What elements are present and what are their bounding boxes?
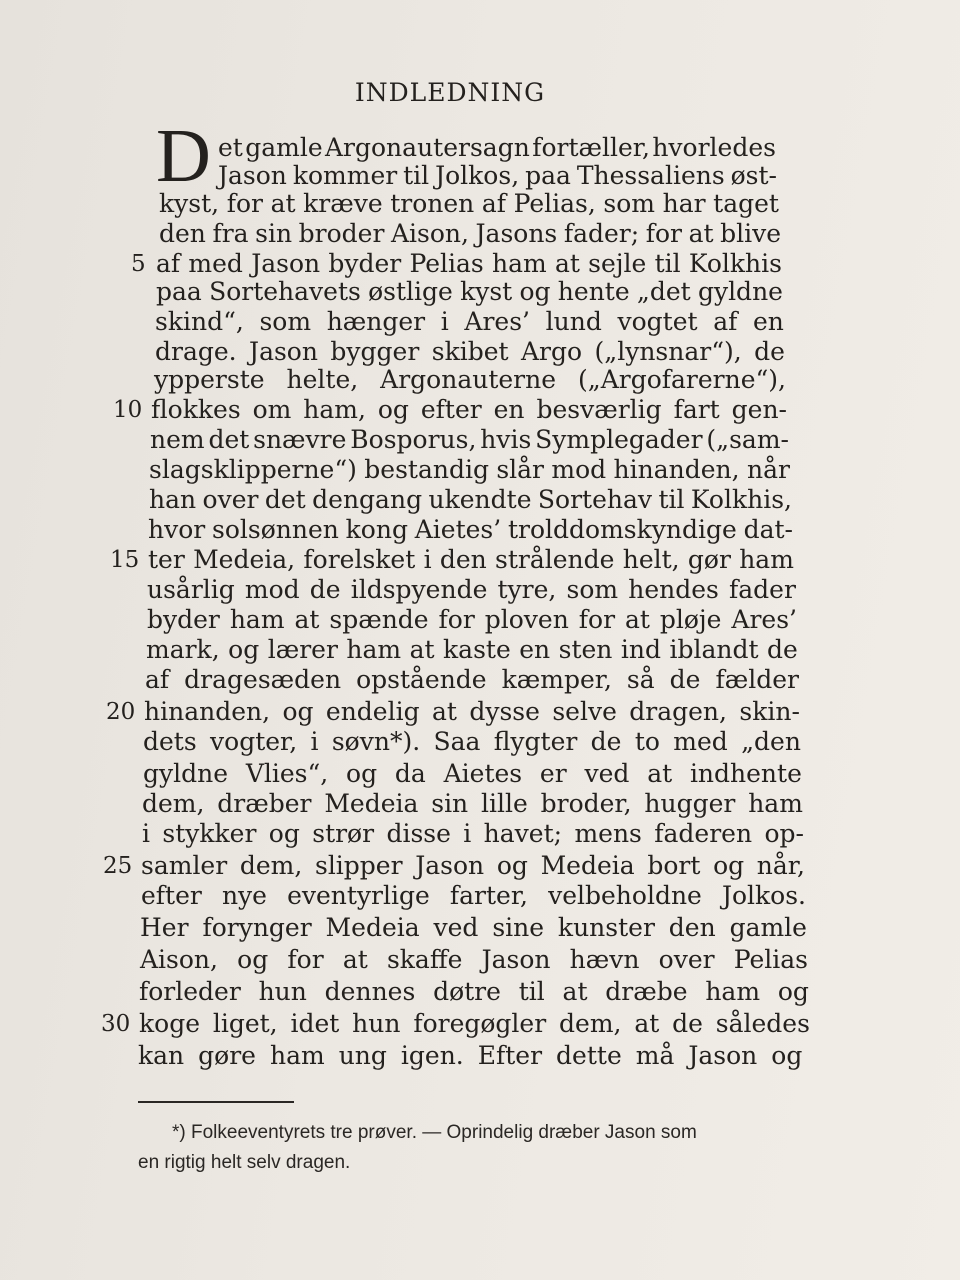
word: Ares’ xyxy=(731,605,797,634)
word: besværlig xyxy=(536,395,662,424)
word: den xyxy=(439,545,487,574)
text-line xyxy=(154,364,786,396)
word: når xyxy=(746,455,790,484)
word: endelig xyxy=(325,697,420,726)
word: eventyrlige xyxy=(287,881,430,910)
word: af xyxy=(145,665,170,694)
word: ham xyxy=(491,249,547,278)
word: mod xyxy=(244,575,300,604)
word: hendes xyxy=(628,575,719,604)
word: paa xyxy=(156,277,202,306)
word: af xyxy=(156,249,181,278)
word: og xyxy=(346,759,378,788)
word: at xyxy=(562,977,588,1006)
word: fortæller, xyxy=(532,133,650,162)
word: et xyxy=(218,133,243,162)
word: gamle xyxy=(729,913,807,942)
word: at xyxy=(432,697,457,726)
word: Pelias, xyxy=(513,189,596,218)
word: („lynsnar“), xyxy=(594,337,742,366)
word: dragesæden xyxy=(184,665,342,694)
word: bygger xyxy=(330,337,420,366)
text-line xyxy=(139,976,809,1008)
text-line xyxy=(146,634,798,666)
word: („sam- xyxy=(706,425,789,454)
word: Medeia, xyxy=(193,545,296,574)
word: liget, xyxy=(212,1009,278,1038)
word: således xyxy=(715,1009,810,1038)
text-line xyxy=(159,188,779,220)
word: at xyxy=(688,219,714,248)
word: fælder xyxy=(715,665,799,694)
text-line xyxy=(159,218,781,250)
word: for xyxy=(287,945,324,974)
word: hvis xyxy=(480,425,532,454)
word: i xyxy=(440,307,449,336)
word: hvor xyxy=(148,515,206,544)
text-line xyxy=(149,484,792,516)
word: samler xyxy=(141,851,228,880)
word: og xyxy=(519,277,551,306)
word: og xyxy=(282,697,314,726)
word: for xyxy=(645,219,682,248)
drop-cap: D xyxy=(156,114,211,198)
word: dræber xyxy=(217,789,312,818)
word: paa xyxy=(525,161,571,190)
word: to xyxy=(634,727,660,756)
word: bestandig xyxy=(364,455,489,484)
word: helt, xyxy=(622,545,680,574)
word: da xyxy=(394,759,426,788)
word: idet xyxy=(290,1009,340,1038)
word: Jason xyxy=(249,337,318,366)
word: dets xyxy=(143,727,197,756)
word: de xyxy=(767,635,798,664)
word: og xyxy=(377,395,409,424)
word: det xyxy=(264,485,306,514)
line-number: 30 xyxy=(101,1011,131,1037)
word: ham, xyxy=(303,395,366,424)
word: og xyxy=(228,635,260,664)
word: Pelias xyxy=(733,945,808,974)
word: må xyxy=(635,1041,675,1070)
text-line xyxy=(140,912,807,944)
word: og xyxy=(713,851,745,880)
text-line xyxy=(141,880,806,912)
word: efter xyxy=(141,881,202,910)
word: dem, xyxy=(239,851,303,880)
text-line xyxy=(156,276,783,308)
word: ypperste xyxy=(154,365,265,394)
footnote xyxy=(138,1118,818,1178)
word: kunster xyxy=(557,913,655,942)
word: Saa xyxy=(433,727,481,756)
word: kæmper, xyxy=(501,665,612,694)
word: dengang xyxy=(312,485,423,514)
word: flygter xyxy=(493,727,578,756)
text-line xyxy=(140,944,808,976)
word: kræve xyxy=(303,189,383,218)
text-line xyxy=(150,424,789,456)
word: sejle xyxy=(588,249,647,278)
word: gyldne xyxy=(143,759,229,788)
footnote-line-1: *) Folkeeventyrets tre prøver. — Oprindelig dræber Jason som xyxy=(172,1122,697,1143)
word: velbeholdne xyxy=(548,881,702,910)
word: som xyxy=(259,307,312,336)
word: døtre xyxy=(433,977,501,1006)
word: broder, xyxy=(540,789,632,818)
text-line xyxy=(155,306,784,338)
word: øst- xyxy=(730,161,777,190)
word: dem, xyxy=(559,1009,622,1038)
word: flokkes xyxy=(151,395,241,424)
word: hinanden, xyxy=(144,697,271,726)
word: igen. xyxy=(400,1041,464,1070)
word: indhente xyxy=(689,759,802,788)
word: gøre xyxy=(198,1041,256,1070)
word: Medeia xyxy=(540,851,635,880)
word: („Argofarerne“), xyxy=(578,365,786,394)
word: ter xyxy=(148,545,185,574)
word: en xyxy=(519,635,551,664)
word: for xyxy=(438,605,475,634)
word: ved xyxy=(433,913,479,942)
word: disse xyxy=(386,819,451,848)
word: han xyxy=(149,485,197,514)
word: dennes xyxy=(324,977,416,1006)
word: kaste xyxy=(443,635,511,664)
word: slipper xyxy=(314,851,403,880)
word: med xyxy=(188,249,243,278)
word: ham xyxy=(346,635,402,664)
word: de xyxy=(309,575,341,604)
line-number: 25 xyxy=(103,853,133,879)
word: at xyxy=(624,605,650,634)
word: Kolkhis xyxy=(688,249,782,278)
word: gen- xyxy=(731,395,787,424)
text-line xyxy=(149,454,790,486)
word: opstående xyxy=(356,665,487,694)
word: gør xyxy=(687,545,731,574)
word: og xyxy=(268,819,300,848)
word: forynger xyxy=(202,913,312,942)
word: det xyxy=(208,425,250,454)
word: „den xyxy=(741,727,801,756)
word: solsønnen xyxy=(212,515,339,544)
word: og xyxy=(496,851,528,880)
word: Medeia xyxy=(325,913,420,942)
text-line xyxy=(144,696,800,728)
word: Aison, xyxy=(390,219,469,248)
word: stykker xyxy=(162,819,257,848)
word: gyldne xyxy=(697,277,783,306)
word: Jason xyxy=(251,249,321,278)
word: østlige xyxy=(368,277,453,306)
word: at xyxy=(270,189,296,218)
word: af xyxy=(481,189,507,218)
word: ukendte xyxy=(428,485,532,514)
word: spænde xyxy=(329,605,429,634)
word: Pelias xyxy=(409,249,484,278)
word: nye xyxy=(221,881,267,910)
word: ung xyxy=(338,1041,387,1070)
word: søvn*). xyxy=(331,727,421,756)
word: forelsket xyxy=(303,545,416,574)
word: ildspyende xyxy=(350,575,488,604)
word: hævn xyxy=(569,945,640,974)
word: Argonautersagn xyxy=(325,133,530,162)
word: koge xyxy=(139,1009,200,1038)
word: forleder xyxy=(139,977,241,1006)
word: „det xyxy=(636,277,691,306)
word: er xyxy=(539,759,567,788)
word: Jasons xyxy=(475,219,558,248)
text-line xyxy=(147,574,796,606)
word: og xyxy=(237,945,269,974)
word: ham xyxy=(739,545,794,574)
word: Vlies“, xyxy=(245,759,329,788)
word: foregøgler xyxy=(413,1009,547,1038)
word: Argonauterne xyxy=(380,365,557,394)
word: i xyxy=(463,819,472,848)
text-line xyxy=(143,726,801,758)
word: hugger xyxy=(644,789,736,818)
text-line xyxy=(141,850,805,882)
word: lund xyxy=(545,307,602,336)
word: Jason xyxy=(688,1041,758,1070)
word: ham xyxy=(748,789,803,818)
word: til xyxy=(518,977,545,1006)
word: dræbe xyxy=(605,977,688,1006)
word: Efter xyxy=(477,1041,543,1070)
word: usårlig xyxy=(147,575,235,604)
word: Aison, xyxy=(140,945,218,974)
text-line xyxy=(147,604,797,636)
word: hinanden, xyxy=(613,455,740,484)
word: strør xyxy=(312,819,375,848)
word: hun xyxy=(258,977,307,1006)
word: sin xyxy=(431,789,469,818)
word: i xyxy=(423,545,432,574)
text-line xyxy=(148,514,793,546)
word: for xyxy=(578,605,616,634)
word: blive xyxy=(720,219,781,248)
word: Argo xyxy=(521,337,583,366)
text-line xyxy=(142,788,803,820)
word: mens xyxy=(574,819,642,848)
word: en xyxy=(493,395,525,424)
word: når, xyxy=(756,851,805,880)
word: som xyxy=(603,189,655,218)
word: og xyxy=(777,977,809,1006)
word: Jason xyxy=(218,161,287,190)
word: de xyxy=(590,727,622,756)
word: at xyxy=(294,605,320,634)
word: efter xyxy=(420,395,482,424)
word: over xyxy=(202,485,259,514)
word: Bosporus, xyxy=(350,425,477,454)
word: at xyxy=(554,249,580,278)
word: kyst xyxy=(460,277,513,306)
word: fader xyxy=(728,575,796,604)
word: ved xyxy=(584,759,630,788)
word: til xyxy=(654,249,681,278)
word: at xyxy=(409,635,435,664)
word: Sortehav xyxy=(537,485,653,514)
word: slår xyxy=(496,455,545,484)
word: til xyxy=(403,161,430,190)
word: op- xyxy=(764,819,804,848)
word: at xyxy=(634,1009,660,1038)
word: nem xyxy=(150,425,205,454)
word: i xyxy=(142,819,150,848)
word: ham xyxy=(705,977,761,1006)
word: tronen xyxy=(390,189,475,218)
word: Jolkos, xyxy=(435,161,520,190)
word: så xyxy=(626,665,655,694)
word: Thessaliens xyxy=(576,161,725,190)
word: dysse xyxy=(469,697,540,726)
text-line xyxy=(143,758,802,790)
text-line xyxy=(145,664,799,696)
word: og xyxy=(771,1041,803,1070)
word: dragen, xyxy=(629,697,727,726)
text-line xyxy=(142,818,804,850)
word: at xyxy=(342,945,368,974)
word: skin- xyxy=(739,697,800,726)
word: Jason xyxy=(481,945,551,974)
word: mod xyxy=(551,455,607,484)
word: den xyxy=(159,219,206,248)
word: Jason xyxy=(415,851,485,880)
line-number: 5 xyxy=(131,251,146,277)
word: helte, xyxy=(286,365,359,394)
word: strålende xyxy=(495,545,615,574)
word: faderen xyxy=(654,819,753,848)
word: kyst, xyxy=(159,189,220,218)
word: Kolkhis, xyxy=(690,485,792,514)
text-line xyxy=(151,394,787,426)
word: for xyxy=(226,189,263,218)
word: af xyxy=(713,307,738,336)
word: ham xyxy=(229,605,285,634)
word: fra xyxy=(212,219,249,248)
word: byder xyxy=(147,605,220,634)
word: Aietes’ xyxy=(414,515,502,544)
word: ind xyxy=(620,635,662,664)
word: farter, xyxy=(449,881,528,910)
word: kommer xyxy=(292,161,398,190)
word: til xyxy=(658,485,685,514)
word: hvorledes xyxy=(652,133,776,162)
word: som xyxy=(566,575,619,604)
word: hente xyxy=(557,277,630,306)
word: selve xyxy=(552,697,617,726)
word: fader; xyxy=(563,219,640,248)
word: dette xyxy=(556,1041,622,1070)
word: ploven xyxy=(484,605,569,634)
word: sin xyxy=(255,219,293,248)
word: skaffe xyxy=(386,945,463,974)
footnote-line-2: en rigtig helt selv dragen. xyxy=(138,1152,351,1173)
word: slagsklipperne“) xyxy=(149,455,357,484)
word: de xyxy=(672,1009,703,1038)
word: skind“, xyxy=(155,307,244,336)
word: sten xyxy=(558,635,613,664)
word: har xyxy=(662,189,706,218)
word: lille xyxy=(481,789,528,818)
word: sine xyxy=(492,913,545,942)
word: bort xyxy=(647,851,701,880)
word: at xyxy=(647,759,673,788)
word: Her xyxy=(140,913,189,942)
word: Medeia xyxy=(324,789,419,818)
word: pløje xyxy=(659,605,722,634)
word: ham xyxy=(269,1041,325,1070)
word: gamle xyxy=(245,133,323,162)
line-number: 15 xyxy=(110,547,140,573)
word: de xyxy=(669,665,701,694)
footnote-rule xyxy=(138,1101,294,1103)
word: de xyxy=(754,337,785,366)
word: Sortehavets xyxy=(209,277,361,306)
word: over xyxy=(658,945,715,974)
word: hænger xyxy=(326,307,426,336)
word: Aietes xyxy=(443,759,523,788)
word: med xyxy=(673,727,728,756)
text-line xyxy=(139,1008,810,1040)
word: lærer xyxy=(267,635,338,664)
chapter-title: INDLEDNING xyxy=(354,78,546,107)
word: trolddomskyndige xyxy=(508,515,737,544)
word: vogtet xyxy=(617,307,698,336)
word: skibet xyxy=(431,337,509,366)
word: den xyxy=(668,913,716,942)
word: Jolkos. xyxy=(721,881,806,910)
word: taget xyxy=(713,189,779,218)
word: tyre, xyxy=(497,575,557,604)
word: om xyxy=(252,395,292,424)
word: vogter, xyxy=(210,727,298,756)
word: fart xyxy=(673,395,720,424)
word: Symplegader xyxy=(535,425,703,454)
word: Ares’ xyxy=(464,307,530,336)
word: en xyxy=(753,307,784,336)
word: byder xyxy=(328,249,402,278)
word: havet; xyxy=(483,819,563,848)
word: kan xyxy=(138,1041,185,1070)
word: snævre xyxy=(253,425,347,454)
word: i xyxy=(310,727,319,756)
text-line xyxy=(138,1040,816,1072)
word: dem, xyxy=(142,789,205,818)
word: iblandt xyxy=(669,635,759,664)
line-number: 20 xyxy=(106,699,136,725)
text-line xyxy=(148,544,794,576)
word: drage. xyxy=(155,337,237,366)
word: dat- xyxy=(743,515,793,544)
word: broder xyxy=(298,219,385,248)
word: kong xyxy=(345,515,408,544)
word: mark, xyxy=(146,635,220,664)
line-number: 10 xyxy=(113,397,143,423)
word: hun xyxy=(352,1009,401,1038)
